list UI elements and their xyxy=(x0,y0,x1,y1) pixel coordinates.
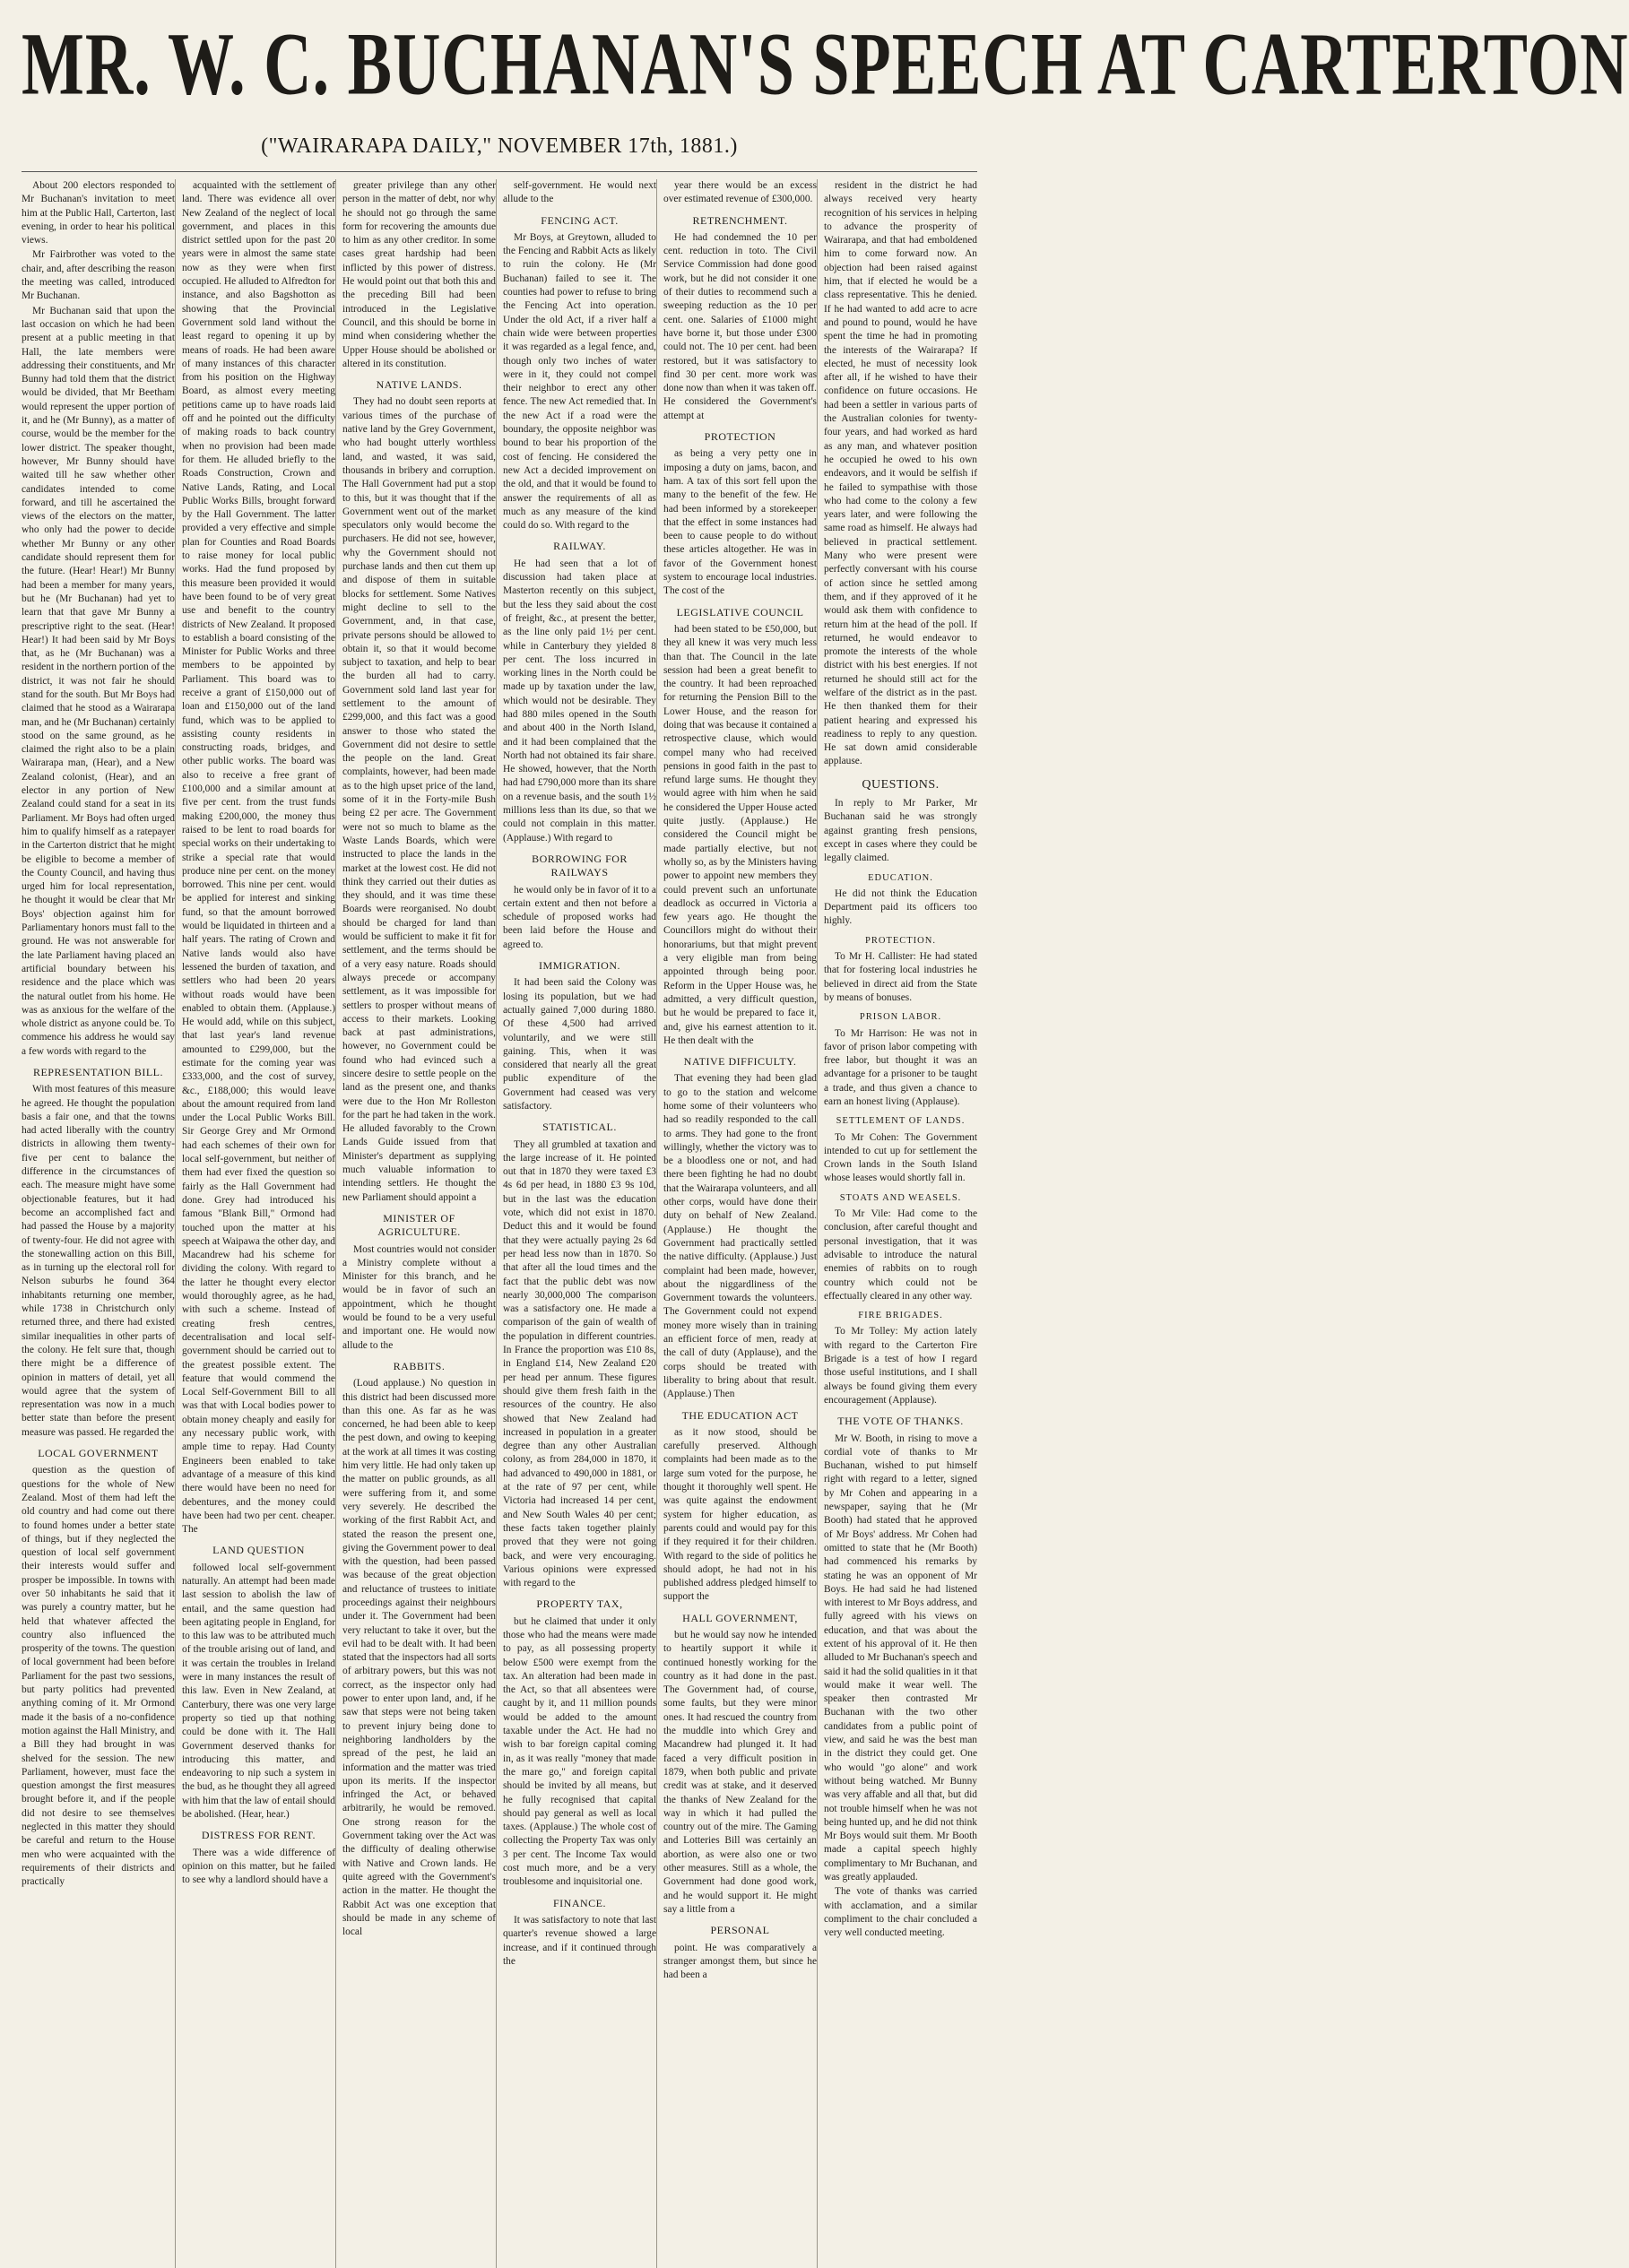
article-column xyxy=(496,179,656,2268)
paragraph: Most countries would not consider a Ministry complete without a Minister for this branch, and he would be in favor of such an appointment, which he thought would be found to be a very useful and important one. He would now allude to the xyxy=(342,1243,496,1351)
section-heading: RABBITS. xyxy=(393,1359,446,1372)
paragraph: self-government. He would next allude to the xyxy=(503,180,656,205)
paragraph: It was satisfactory to note that last quarter's revenue showed a large increase, and if it continued through the xyxy=(503,1914,656,1967)
section-heading: STATISTICAL. xyxy=(542,1121,617,1134)
paragraph: That evening they had been glad to go to the station and welcome home some of their volunteers who had so readily responded to the call to arms. They had gone to the front willingly, whether the victory was to be a bloodless one or not, and had there been fighting he had no doubt that the Wairarapa volunteers, and all other corps, would have done their duty on behalf of New Zealand. (Applause.) He thought the Government had practically settled the native difficulty. (Applause.) Just complaint had been made, however, about the niggardliness of the Government towards the volunteers. The Government could not expend money more wisely than in training an efficient force of men, ready at the call of duty (Applause), and the corps should be treated with liberality to bring about that result. (Applause.) Then xyxy=(663,1073,817,1400)
article-column xyxy=(817,179,977,2268)
divider xyxy=(22,171,977,172)
section-heading: FIRE BRIGADES. xyxy=(858,1311,943,1321)
paragraph: To Mr H. Callister: He had stated that for fostering local industries he believed in direct aid from the State by means of bonuses. xyxy=(824,951,977,1003)
section-heading: NATIVE DIFFICULTY. xyxy=(683,1055,797,1069)
paragraph: as it now stood, should be carefully preserved. Although complaints had been made as to the large sum voted for the purpose, he thought it thoroughly well spent. He was quite against the endowment system for higher education, as parents could and would pay for this if they required it for their children. With regard to the side of politics he should adopt, he had not in his published address pledged himself to support the xyxy=(663,1426,817,1603)
section-heading: MINISTER OF AGRICULTURE. xyxy=(377,1211,461,1239)
section-heading: LAND QUESTION xyxy=(212,1544,305,1557)
paragraph: he would only be in favor of it to a certain extent and then not before a schedule of proposed works had been laid before the House and agreed to. xyxy=(503,884,656,950)
section-heading: REPRESENTATION BILL. xyxy=(32,1066,164,1078)
paragraph: point. He was comparatively a stranger amongst them, but since he had been a xyxy=(663,1942,817,1981)
paragraph: It had been said the Colony was losing its population, but we had actually gained 7,000 during 1880. Of these 4,500 had arrived voluntarily, and we were still gaining. This, when it was considered that nearly all the great public expenditure of the Government had ceased was very satisfactory. xyxy=(503,977,656,1112)
section-heading: QUESTIONS. xyxy=(862,777,940,792)
section-heading: PROTECTION xyxy=(704,430,776,444)
subheading: ("WAIRARAPA DAILY," NOVEMBER 17th, 1881.) xyxy=(261,134,738,158)
section-heading: PRISON LABOR. xyxy=(859,1012,942,1023)
section-heading: IMMIGRATION. xyxy=(539,959,620,973)
paragraph: Mr Fairbrother was voted to the chair, and, after describing the reason the meeting was called, introduced Mr Buchanan. xyxy=(22,249,175,302)
paragraph: Mr W. Booth, in rising to move a cordial vote of thanks to Mr Buchanan, wished to put himself right with regard to a letter, signed by Mr Cohen and appearing in a newspaper, saying that he (Mr Booth) had stated that he approved of Mr Boys' address. Mr Cohen had omitted to state that he (Mr Booth) had commenced his remarks by stating he was an opponent of Mr Boys. He had said he had listened with interest to Mr Boys address, and fully agreed with his views on education, and that was about the extent of his approval of it. He then alluded to Mr Buchanan's speech and said it had the solid qualities in it that would make it wear well. The speaker then contrasted Mr Buchanan with the two other candidates from a public point of view, and said he was the best man in the district they could get. One who would "go alone" and work without being watched. Mr Bunny was very affable and all that, but did not trouble himself when he was not being hunted up, and he did not think Mr Boys would suit them. Mr Booth made a capital speech highly complimentary to Mr Buchanan, and was greatly applauded. xyxy=(824,1433,977,1883)
section-heading: BORROWING FOR RAILWAYS xyxy=(532,852,628,879)
paragraph: To Mr Harrison: He was not in favor of prison labor competing with free labor, but thought it was an advantage for a prisoner to be taught a trade, and thus given a chance to earn an honest living (Applause). xyxy=(824,1027,977,1107)
paragraph: The vote of thanks was carried with acclamation, and a similar compliment to the chair concluded a very well conducted meeting. xyxy=(824,1886,977,1939)
article-columns xyxy=(22,179,977,2268)
paragraph: acquainted with the settlement of land. There was evidence all over New Zealand of the neglect of local government, and places in this district settled upon for the past 20 years were in almost the same state now as they were when first occupied. He alluded to Alfredton for instance, and also Bagshotton as showing that the Provincial Government sold land without the least regard to opening it up by means of roads. He had been aware of many instances of this character from his position on the Highway Board, as almost every meeting petitions came up to have roads laid off and he pointed out the difficulty of making roads to back country when no provision had been made for them. He alluded briefly to the Roads Construction, Crown and Native Lands, Rating, and Local Public Works Bills, brought forward by the Hall Government. The latter provided a very effective and simple plan for Counties and Road Boards to raise money for local public works. Had the fund proposed by this measure been provided it would have been found to be of very great use and benefit to the country districts of New Zealand. It proposed to establish a board consisting of the Minister for Public Works and three members to be appointed by Parliament. This board was to receive a grant of £150,000 out of loan and £150,000 out of the land fund, which was to be applied to assisting county residents in constructing roads, bridges, and other public works. The board was also to receive a free grant of £100,000 and a similar amount at five per cent. from the trust funds making £200,000, the money thus raised to be lent to road boards for special works on their undertaking to strike a special rate that would produce nine per cent. on the money borrowed. This nine per cent. would be applied for interest and sinking fund, so that the amount borrowed would be liquidated in thirteen and a half years. The rating of Crown and Native lands would also have lessened the burden of taxation, and settlers who had been 20 years without roads would have been enabled to obtain them. (Applause.) He would add, while on this subject, that last year's land revenue amounted to £299,000, but the estimate for the coming year was £333,000, and the cost of survey, &c., £188,000; this would leave about the amount required from land under the Local Public Works Bill. Sir George Grey and Mr Ormond had each schemes of their own for local self-government, but neither of them had ever fixed the question so fairly as the Hall Government had done. Grey had introduced his famous "Blank Bill," Ormond had touched upon the matter at his speech at Waipawa the other day, and Macandrew had his scheme for dividing the colony. With regard to the latter he thought every elector would thoroughly agree, as he had, with such a scheme. Instead of creating fresh centres, decentralisation and local self-government should be carried out to the greatest possible extent. The feature that would commend the Local Self-Government Bill to all was that with Local bodies power to obtain money cheaply and easily for any necessary public work, with ample time to repay. Had County Engineers been enabled to take advantage of a measure of this kind there would have been no need for debentures, and the money could have been had two per cent. cheaper. The xyxy=(182,180,335,1536)
paragraph: To Mr Tolley: My action lately with regard to the Carterton Fire Brigade is a test of how I regard those useful institutions, and I shall always be found giving them every encouragement (Applause). xyxy=(824,1326,977,1406)
section-heading: PERSONAL xyxy=(710,1924,770,1937)
section-heading: PROTECTION. xyxy=(865,935,936,946)
section-heading: HALL GOVERNMENT, xyxy=(682,1611,798,1624)
paragraph: Mr Boys, at Greytown, alluded to the Fencing and Rabbit Acts as likely to ruin the colony. He (Mr Buchanan) failed to see it. The counties had power to refuse to bring the Fencing Act into operation. Under the old Act, if a river half a chain wide were between properties it was regarded as a legal fence, and, though only two inches of water were in it, they could not compel their neighbor to erect any other fence. The new Act remedied that. In the new Act if a road were the boundary, the opposite neighbor was bound to bear his proportion of the cost of fencing. He considered the new Act a decided improvement on the old, and that it would be found to answer the requirements of all as much as any measure of the kind could do so. With regard to the xyxy=(503,231,656,532)
paragraph: With most features of this measure he agreed. He thought the population basis a fair one, and that the towns had acted liberally with the country districts in allowing them twenty-five per cent to balance the difference in the circumstances of each. The measure might have some objectionable features, but it had become an accomplished fact and had passed the House by a majority of twenty-four. He did not agree with the stonewalling action on this Bill, as in turning up the electoral roll for Nelson suburbs he found 364 inhabitants returning one member, while 1738 in Christchurch only returned three, and there had existed similar inequalities in other parts of the colony. He felt sure that, though there might be a difference of opinion in matters of detail, yet all would agree that the system of representation was now in a much better state than before the present measure was passed. He regarded the xyxy=(22,1084,175,1438)
paragraph: There was a wide difference of opinion on this matter, but he failed to see why a landlord should have a xyxy=(182,1847,335,1886)
paragraph: He had seen that a lot of discussion had taken place at Masterton recently on this subject, but the less they said about the cost of freight, &c., at present the better, as the line only paid 1½ per cent. while in Canterbury they yielded 8 per cent. The loss incurred in working lines in the North could be made up by taxation under the law, which would not be desirable. They had 880 miles opened in the South and about 400 in the North Island, and it had been complained that the North had not obtained its fair share. He showed, however, that the North had had £790,000 more than its share on a revenue basis, and the south 1½ millions less than its due, so that we could not complain in this matter. (Applause.) With regard to xyxy=(503,558,656,844)
section-heading: FINANCE. xyxy=(552,1896,606,1909)
paragraph: To Mr Vile: Had come to the conclusion, after careful thought and personal investigation, that it was advisable to introduce the natural enemies of rabbits on to rough country which could not be effectually cleared in any other way. xyxy=(824,1208,977,1302)
paragraph: followed local self-government naturally. An attempt had been made last session to abolish the law of entail, and the same question had been agitating people in England, for to this law was to be attributed much of the trouble arising out of land, and it was certain the troubles in Ireland were in many instances the result of this law. Even in New Zealand, at Canterbury, there was one very large property so tied up that nothing could be done with it. The Hall Government deserved thanks for introducing this matter, and endeavoring to nip such a system in the bud, as he thought they all agreed with him that the law of entail should be abolished. (Hear, hear.) xyxy=(182,1562,335,1821)
section-heading: NATIVE LANDS. xyxy=(376,378,463,392)
section-heading: EDUCATION. xyxy=(868,872,933,883)
paragraph: They all grumbled at taxation and the large increase of it. He pointed out that in 1870 they were taxed £3 4s 6d per head, in 1880 £3 9s 10d, but in the last was the education vote, which did not exist in 1870. Deduct this and it would be found that they were actually paying 2s 6d per head less now than in 1870. So that after all the loud times and the fact that the public debt was now nearly 30,000,000 The comparison was a satisfactory one. He made a comparison of the gain of wealth of the population in different countries. In France the proportion was £10 8s, in England £14, New Zealand £20 per head per annum. These figures should give them fresh faith in the resources of the country. He also showed that New Zealand had increased in population in a greater degree than any other Australian colony, as from 284,000 in 1870, it had advanced to 490,000 in 1881, or at the rate of 97 per cent, while Victoria had increased 14 per cent, and New South Wales 40 per cent; these facts taken together plainly proved that they were not going back, and were very encouraging. Various opinions were expressed with regard to the xyxy=(503,1138,656,1589)
paragraph: as being a very petty one in imposing a duty on jams, bacon, and ham. A tax of this sort fell upon the many to the benefit of the few. He had been informed by a storekeeper that the effect in some instances had been to cause people to do without these articles altogether. He was in favor of the Government honest system to encourage local industries. The cost of the xyxy=(663,448,817,597)
paragraph: greater privilege than any other person in the matter of debt, nor why he should not go through the same form for recovering the amounts due to him as any other creditor. In some cases great hardship had been inflicted by this power of distress. He would point out that both this and the preceding Bill had been introduced in the Legislative Council, and this should be borne in mind when considering whether the Upper House should be abolished or altered in its constitution. xyxy=(342,180,496,369)
paragraph: They had no doubt seen reports at various times of the purchase of native land by the Grey Government, who had bought utterly worthless land, and wasted, it was said, thousands in bribery and corruption. The Hall Government had put a stop to this, but it was thought that if the Government went out of the market speculators only would become the purchasers. He did not see, however, why the Government should not purchase lands and then cut them up and dispose of them in suitable blocks for settlement. Some Natives might decline to sell to the Government, and, in that case, private persons should be allowed to obtain it, so that it would become subject to taxation, and help to bear the burden all had to carry. Government sold land last year for settlement to the amount of £299,000, and this fact was a good answer to those who stated the Government did not desire to settle the people on the land. Great complaints, however, had been made as to the high upset price of the land, some of it in the Forty-mile Bush being £2 per acre. The Government were not so much to blame as the Waste Lands Boards, which were instructed to place the lands in the market at the lowest cost. He did not think they carried out their duties as they should, and it was time these Boards were reorganised. No doubt should be charged for land than would be sufficient to make it fit for settlement, and the terms should be of a very easy nature. Roads should always precede or accompany settlement, as it was impossible for settlers to prosper without means of access to their markets. Looking back at past administrations, however, no Government could be found who had evinced such a sincere desire to settle people on the land as the present one, and thanks were due to the Hon Mr Rolleston for the part he had taken in the work. He alluded favorably to the Crown Lands Guide issued from that Minister's department as supplying much valuable information to intending settlers. He thought the new Parliament should appoint a xyxy=(342,396,496,1203)
section-heading: FENCING ACT. xyxy=(541,213,619,227)
paragraph: In reply to Mr Parker, Mr Buchanan said he was strongly against granting fresh pensions, except in cases where they could be legally claimed. xyxy=(824,798,977,864)
section-heading: RAILWAY. xyxy=(553,540,606,553)
section-heading: LOCAL GOVERNMENT xyxy=(38,1447,159,1460)
headline: MR. W. C. BUCHANAN'S SPEECH AT CARTERTON xyxy=(22,14,1629,115)
paragraph: resident in the district he had always received very hearty recognition of his services in helping to advance the prosperity of Wairarapa, and that had emboldened him to come forward now. An objection had been raised against him, that if elected he would be a class representative. This he denied. If he had wanted to add acre to acre and pound to pound, would he have spent the time he had in promoting the interests of the Wairarapa? If elected, he must of necessity look after all, if he wished to have their confidence on future occasions. He had been a settler in various parts of the Australian colonies for twenty-four years, and had worked as hard as any man, and whatever position he occupied he owed to his own endeavors, and it would be selfish if he failed to sympathise with those who had come to the colony a few years later, and were following the same road as himself. He always had believed in practical settlement. Many who were present were perfectly conversant with his course of action since he settled among them, and if they approved of it he would ask them with confidence to return him at the head of the poll. If returned, he would endeavor to promote the interests of the whole district with his best energies. If not returned he should still act for the welfare of the district as in the past. He then thanked them for their patient hearing and expressed his readiness to reply to any question. He sat down amid considerable applause. xyxy=(824,180,977,767)
section-heading: LEGISLATIVE COUNCIL xyxy=(676,605,804,619)
paragraph: had been stated to be £50,000, but they all knew it was very much less than that. The Council in the late session had been a great benefit to the country. It had been reproached for returning the Pension Bill to the Lower House, and the reason for doing that was because it contained a retrospective clause, which would compel many who had received pensions in good faith in the past to refund large sums. He thought they would agree with him when he said he considered the Upper House acted quite justly. (Applause.) He considered the Council might be made partially elective, but not wholly so, as by the Ministers having power to appoint new members they could prevent such an unfortunate deadlock as occurred in Victoria a few years ago. He thought the Councillors might do without their honorariums, but that might prevent a very eligible man from being appointed through being poor. Reform in the Upper House was, he admitted, a very difficult question, but he would be prepared to face it, and, give his earnest attention to it. He then dealt with the xyxy=(663,623,817,1046)
section-heading: STOATS AND WEASELS. xyxy=(839,1192,962,1203)
section-heading: DISTRESS FOR RENT. xyxy=(201,1829,316,1842)
paragraph: year there would be an excess over estimated revenue of £300,000. xyxy=(663,180,817,205)
paragraph: (Loud applause.) No question in this district had been discussed more than this one. As far as he was concerned, he had been able to keep the pest down, and owing to keeping at the work at all times it was costing him very little. He had only taken up the matter on public grounds, as all were suffering from it, and some very severely. He described the working of the first Rabbit Act, and stated the reason the present one, giving the Government power to deal with the question, had been passed was because of the great objection and reluctance of trustees to initiate proceedings against their neighbours under it. The Government had been very reluctant to take it over, but the evil had to be dealt with. It had been stated that the inspectors had all sorts of arbitrary powers, but this was not correct, as the inspector only had power to enter upon land, and, if he saw that steps were not being taken to prevent injury being done to neighboring landholders by the spread of the pest, he laid an information and the matter was tried upon its merits. If the inspector infringed the Act, or behaved arbitrarily, he would be removed. One strong reason for the Government taking over the Act was the difficulty of dealing otherwise with Native and Crown lands. He quite agreed with the Government's action in the matter. He thought the Rabbit Act was one exception that should be made in any scheme of local xyxy=(342,1378,496,1938)
section-heading: RETRENCHMENT. xyxy=(692,213,788,227)
article-column xyxy=(335,179,496,2268)
section-heading: PROPERTY TAX, xyxy=(536,1597,623,1611)
section-heading: THE VOTE OF THANKS. xyxy=(837,1415,964,1428)
paragraph: but he claimed that under it only those who had the means were made to pay, as all possessing property below £500 were exempt from the tax. An alteration had been made in the Act, so that all absentees were caught by it, and 11 million pounds would be added to the amount taxable under the Act. He had no wish to bar foreign capital coming in, as it was really "money that made the mare go," and foreign capital should be invited by all means, but he fully recognised that capital should pay general as well as local taxes. (Applause.) The whole cost of collecting the Property Tax was only 3 per cent. The Income Tax would cost much more, and be a very troublesome and inquisitorial one. xyxy=(503,1615,656,1888)
paragraph: question as the question of questions for the whole of New Zealand. Most of them had left the old country and had come out there to found homes under a better state of things, but if they neglected the question of local self government their interests would suffer and prosper be impossible. In towns with over 50 inhabitants he said that it was purely a country matter, but he held that whatever affected the country also influenced the prosperity of the towns. The question of local government had been before Parliament for the past two sessions, but party politics had prevented anything coming of it. Mr Ormond made it the basis of a no-confidence motion against the Hall Ministry, and a Bill they had brought in was shelved for the session. The new Parliament, however, must face the question amongst the first measures brought before it, and if the people did not desire to see themselves neglected in this matter they should be careful and return to the House men who were acquainted with the requirements of their districts and practically xyxy=(22,1465,175,1888)
paragraph: About 200 electors responded to Mr Buchanan's invitation to meet him at the Public Hall, Carterton, last evening, in order to hear his political views. xyxy=(22,180,175,247)
article-column xyxy=(656,179,817,2268)
article-column xyxy=(175,179,335,2268)
paragraph: Mr Buchanan said that upon the last occasion on which he had been present at a public meeting in that Hall, the late members were addressing their constituents, and Mr Bunny had told them that the district would be divided, that Mr Beetham would represent the upper portion of it, and he (Mr Bunny), as a matter of course, would be the member for the lower district. The speaker thought, however, Mr Bunny should have waited till he saw whether other candidates intended to come forward, and till he ascertained the views of the electors on the matter, who only had the power to decide whether Mr Bunny or any other candidate should represent them for the future. (Hear! Hear!) Mr Bunny had been a member for many years, but he (Mr Buchanan) had yet to learn that that gave Mr Bunny a prescriptive right to the seat. (Hear! Hear!) It had been said by Mr Boys that, as he (Mr Buchanan) was a resident in the northern portion of the district, it was not fair he should stand for the south. But Mr Boys had claimed that he stood as a Wairarapa man, and he (Mr Buchanan) certainly stood on the same ground, as he claimed the right also to be a plain Wairarapa man, (Hear), and a New Zealand colonist, (Hear), and an elector in any portion of New Zealand could stand for a seat in its Parliament. Mr Boys had often urged him to qualify himself as a ratepayer in the Carterton district that he might be eligible to become a member of the County Council, and having thus urged him for local representation, he thought it would be clear that Mr Boys' objection against him for Parliamentary honors must fall to the ground. He was not answerable for the late Parliament having placed an artificial boundary between his residence and the place which was the natural outlet from his home. He was as anxious for the welfare of the whole district as anyone could be. To commence his address he would say a few words with regard to the xyxy=(22,305,175,1057)
section-heading: THE EDUCATION ACT xyxy=(681,1408,799,1422)
section-heading: SETTLEMENT OF LANDS. xyxy=(836,1116,966,1127)
paragraph: To Mr Cohen: The Government intended to cut up for settlement the Crown lands in the South Island whose leases would shortly fall in. xyxy=(824,1131,977,1184)
paragraph: He had condemned the 10 per cent. reduction in toto. The Civil Service Commission had done good work, but he did not consider it one of their duties to recommend such a sweeping reduction as the 10 per cent. one. Salaries of £1000 might have borne it, but those under £300 could not. The 10 per cent. had been restored, but it was satisfactory to find 30 per cent. more work was done now than when it was taken off. He considered the Government's attempt at xyxy=(663,231,817,421)
paragraph: He did not think the Education Department paid its officers too highly. xyxy=(824,887,977,927)
article-column xyxy=(22,179,175,2268)
paragraph: but he would say now he intended to heartily support it while it continued honestly working for the country as it had done in the past. The Government had, of course, some faults, but they were minor ones. It had rescued the country from the muddle into which Grey and Macandrew had plunged it. It had faced a very difficult position in 1879, when both public and private credit was at stake, and it deserved the thanks of New Zealand for the way in which it had pulled the country out of the mire. The Gaming and Lotteries Bill was certainly an abortion, as were also one or two other measures. Still as a whole, the Government had done good work, and he would support it. He might say a little from a xyxy=(663,1629,817,1915)
